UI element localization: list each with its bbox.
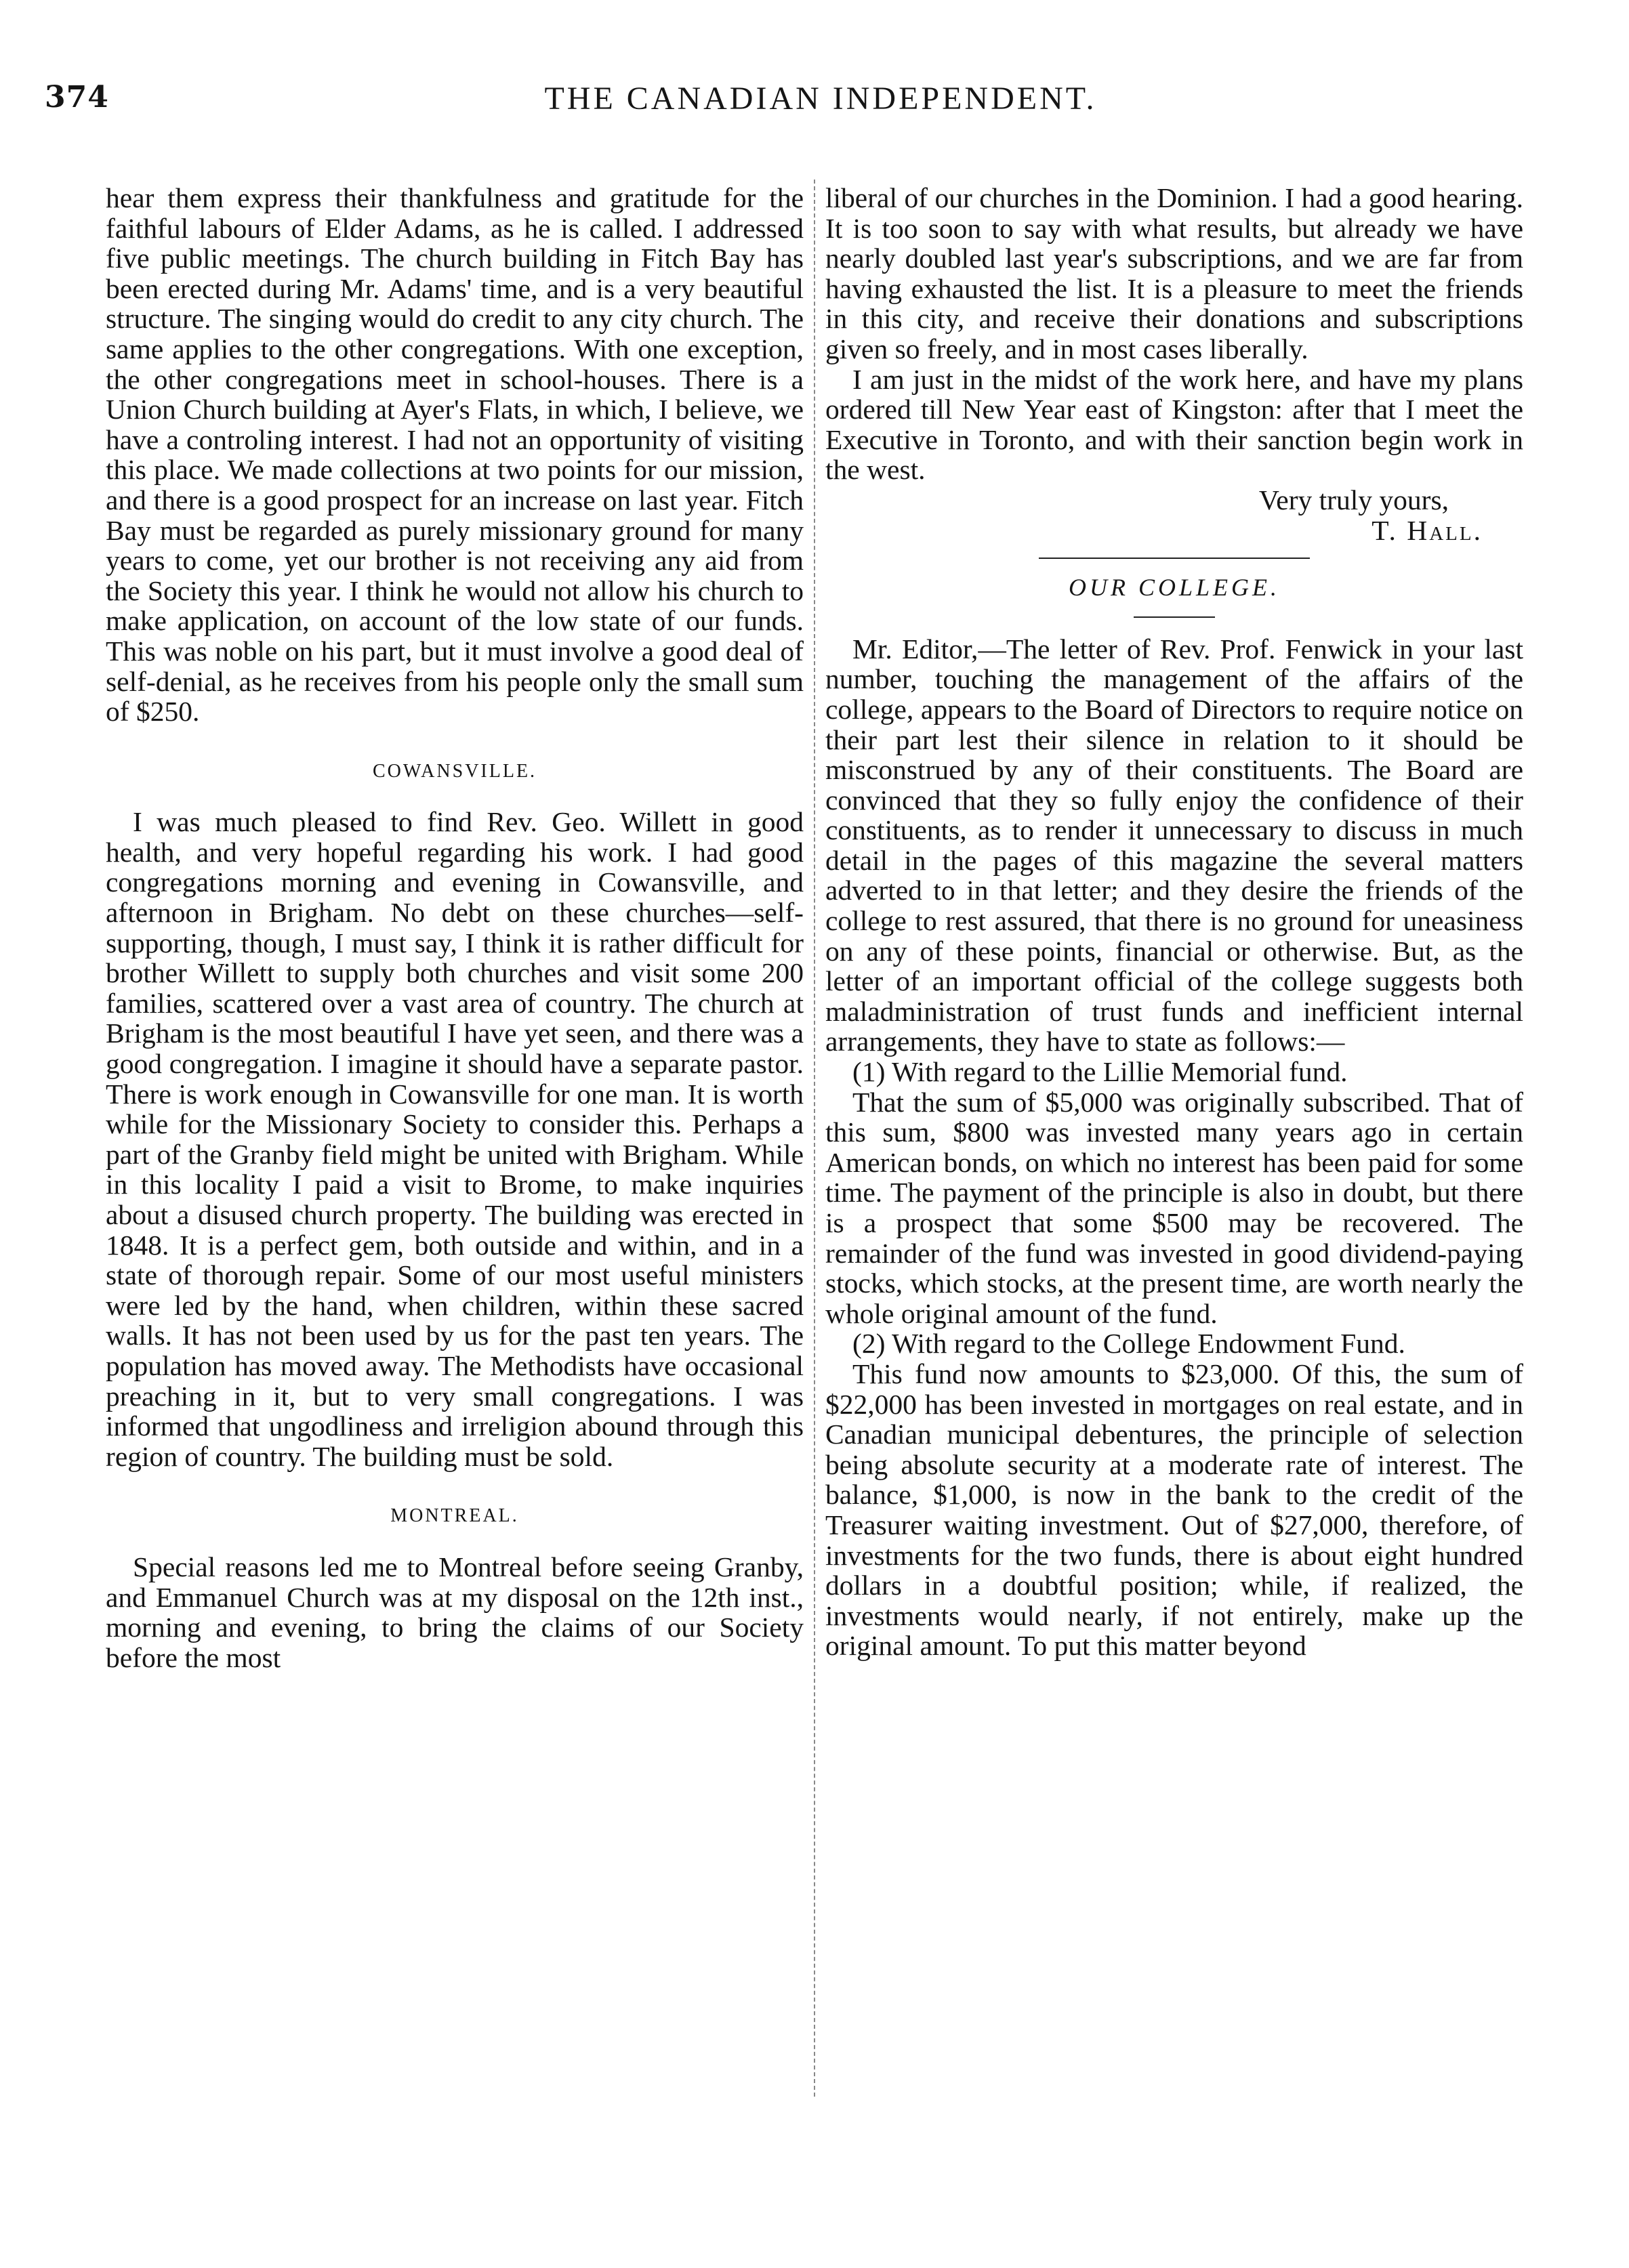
paragraph-letter-continued: liberal of our churches in the Dominion. I had a good hearing. It is too soon to say with what results, but already we have nearly doubled last year's subscriptions, and we are far from having exhausted the list. It is a pleasure to meet the friends in this city, and receive their donations and subscriptions given so freely, and in most cases liberally. <box>825 182 1523 364</box>
column-divider <box>814 180 815 2097</box>
page-number: 374 <box>45 80 109 114</box>
paragraph-point-two: (2) With regard to the College Endowment Fund. <box>852 1328 1405 1360</box>
right-column <box>825 183 1523 1661</box>
paragraph-endowment-fund: This fund now amounts to $23,000. Of this, the sum of $22,000 has been invested in mortgages on real estate, and in Canadian municipal debentures, the principle of selection being absolute security at a moderate rate of interest. The balance, $1,000, is now in the bank to the credit of the Treasurer waiting investment. Out of $27,000, therefore, of investments for the two funds, there is about eight hundred dollars in a doubtful position; while, if realized, the investments would nearly, if not entirely, make up the original amount. To put this matter beyond <box>825 1358 1523 1662</box>
paragraph-lillie-fund: That the sum of $5,000 was originally subscribed. That of this sum, $800 was invested many years ago in certain American bonds, on which no interest has been paid for some time. The payment of the principle is also in doubt, but there is a prospect that some $500 may be recovered. The remainder of the fund was invested in good dividend-paying stocks, which stocks, at the present time, are worth nearly the whole original amount of the fund. <box>825 1086 1523 1329</box>
letter-closing: Very truly yours, <box>1258 484 1449 516</box>
letter-signature: T. Hall. <box>1372 514 1483 546</box>
paragraph-fitch-bay: hear them express their thankfulness and gratitude for the faithful labours of Elder Adams, as he is called. I addressed five public meetings. The church building in Fitch Bay has been erected during Mr. Adams' time, and is a very beautiful structure. The singing would do credit to any city church. The same applies to the other congregations. With one exception, the other congregations meet in school-houses. There is a Union Church building at Ayer's Flats, in which, I believe, we have a controling interest. I had not an opportunity of visiting this place. We made collections at two points for our mission, and there is a good prospect for an increase on last year. Fitch Bay must be regarded as purely missionary ground for many years to come, yet our brother is not receiving any aid from the Society this year. I think he would not allow his church to make application, on account of the low state of our funds. This was noble on his part, but it must involve a good deal of self-denial, as he receives from his people only the small sum of $250. <box>106 182 804 728</box>
left-column <box>106 183 804 1673</box>
page-header <box>45 80 1596 134</box>
article-title: OUR COLLEGE. <box>1068 574 1281 602</box>
paragraph-montreal: Special reasons led me to Montreal before seeing Granby, and Emmanuel Church was at my disposal on the 12th inst., morning and evening, to bring the claims of our Society before the most <box>106 1551 804 1673</box>
running-title: THE CANADIAN INDEPENDENT. <box>544 81 1097 117</box>
paragraph-cowansville: I was much pleased to find Rev. Geo. Willett in good health, and very hopeful regarding his work. I had good congregations morning and evening in Cowansville, and afternoon in Brigham. No debt on these churches—self-supporting, though, I must say, I think it is rather difficult for brother Willett to supply both churches and visit some 200 families, scattered over a vast area of country. The church at Brigham is the most beautiful I have yet seen, and there was a good congregation. I imagine it should have a separate pastor. There is work enough in Cowansville for one man. It is worth while for the Missionary Society to consider this. Perhaps a part of the Granby field might be united with Brigham. While in this locality I paid a visit to Brome, to make inquiries about a disused church property. The building was erected in 1848. It is a perfect gem, both outside and within, and in a state of thorough repair. Some of our most useful ministers were led by the hand, when children, within these sacred walls. It has not been used by us for the past ten years. The population has moved away. The Methodists have occasional preaching in it, but to very small congregations. I was informed that ungodliness and irreligion abound through this region of country. The building must be sold. <box>106 806 804 1472</box>
paragraph-point-one: (1) With regard to the Lillie Memorial fund. <box>852 1056 1348 1088</box>
section-heading-cowansville: COWANSVILLE. <box>372 760 537 782</box>
title-rule <box>1134 616 1215 618</box>
paragraph-letter-plans: I am just in the midst of the work here, and have my plans ordered till New Year east of Kingston: after that I meet the Executive in Toronto, and with their sanction begin work in the west. <box>825 363 1523 486</box>
paragraph-editor-letter: Mr. Editor,—The letter of Rev. Prof. Fenwick in your last number, touching the management of the affairs of the college, appears to the Board of Directors to require notice on their part lest their silence in relation to it should be misconstrued by any of their constituents. The Board are convinced that they so fully enjoy the confidence of their constituents, as to render it unnecessary to discuss in much detail in the pages of this magazine the several matters adverted to in that letter; and they desire the friends of the college to rest assured, that there is no ground for uneasiness on any of these points, financial or otherwise. But, as the letter of an important official of the college suggests both maladministration of trust funds and inefficient internal arrangements, they have to state as follows:— <box>825 633 1523 1057</box>
section-rule <box>1039 558 1310 559</box>
section-heading-montreal: MONTREAL. <box>390 1505 519 1527</box>
